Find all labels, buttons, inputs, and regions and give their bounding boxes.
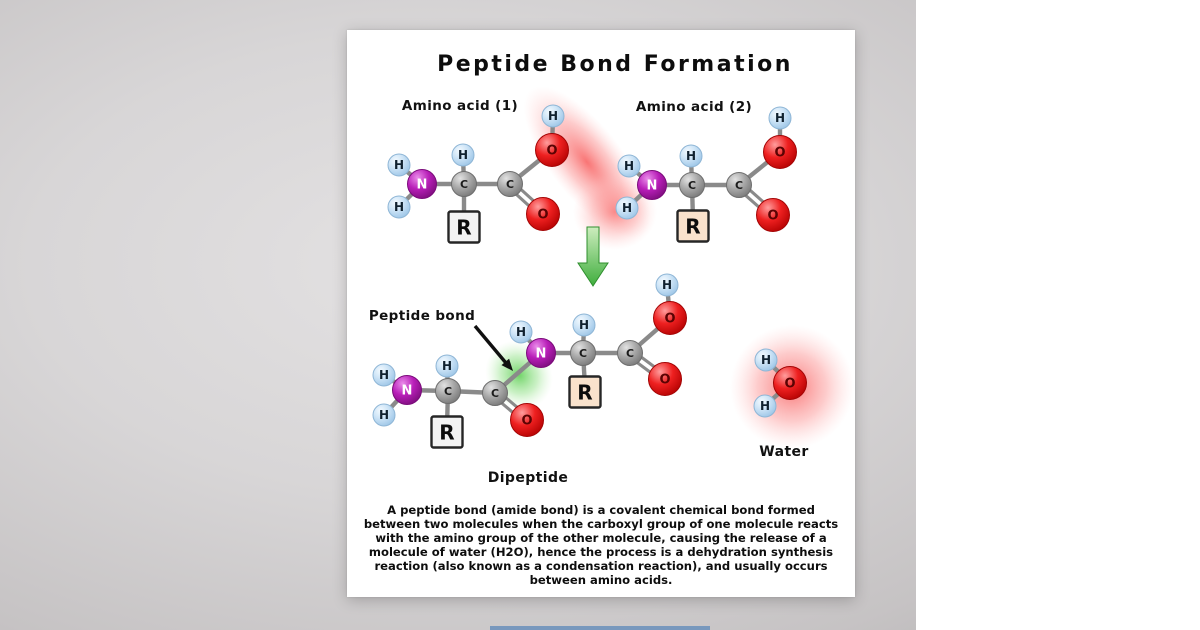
atom-letter-o: O [546, 143, 558, 159]
atom-letter-h: H [774, 111, 786, 126]
atom-letter-h: H [760, 353, 772, 368]
atom-letter-h: H [393, 158, 405, 173]
atom-letter-c: C [625, 347, 635, 360]
atom-letter-c: C [578, 347, 588, 360]
atom-letter-o: O [521, 413, 533, 429]
poster-title: Peptide Bond Formation [437, 52, 793, 77]
description-paragraph: A peptide bond (amide bond) is a covalent chemical bond formed between two molecules when the carboxyl group of one molecule reacts with the amino group of the other molecule, causing the release of a molecule of water (H2O), hence the process is a dehydration synthesis reaction (also known as a condensation reaction), and usually occurs between amino acids. [363, 503, 839, 587]
r-group-letter: R [685, 214, 701, 239]
bottom-blue-bar [490, 626, 710, 630]
amino-acid-2-label: Amino acid (2) [635, 99, 753, 115]
atom-letter-n: N [646, 178, 658, 194]
atom-letter-h: H [441, 359, 453, 374]
atom-letter-o: O [659, 372, 671, 388]
amino-acid-1-label: Amino acid (1) [401, 98, 519, 114]
atom-letter-h: H [515, 325, 527, 340]
r-group-letter: R [577, 380, 593, 405]
atom-letter-c: C [505, 178, 515, 191]
atom-letter-c: C [490, 387, 500, 400]
dipeptide-label: Dipeptide [487, 470, 569, 486]
atom-letter-o: O [664, 311, 676, 327]
atom-letter-o: O [767, 208, 779, 224]
atom-letter-c: C [443, 385, 453, 398]
atom-letter-n: N [535, 346, 547, 362]
atom-letter-h: H [759, 399, 771, 414]
water-label: Water [759, 444, 809, 460]
atom-letter-h: H [685, 149, 697, 164]
atom-letter-o: O [774, 145, 786, 161]
atom-letter-n: N [401, 383, 413, 399]
atom-letter-h: H [623, 159, 635, 174]
atom-letter-h: H [621, 201, 633, 216]
r-group-letter: R [456, 215, 472, 240]
peptide-bond-label: Peptide bond [368, 308, 476, 324]
atom-letter-h: H [661, 278, 673, 293]
atom-letter-o: O [537, 207, 549, 223]
atom-letter-c: C [734, 179, 744, 192]
atom-letter-h: H [547, 109, 559, 124]
atom-letter-h: H [378, 408, 390, 423]
atom-letter-c: C [687, 179, 697, 192]
atom-letter-c: C [459, 178, 469, 191]
r-group-letter: R [439, 420, 455, 445]
atom-letter-n: N [416, 177, 428, 193]
atom-letter-o: O [784, 376, 796, 392]
atom-letter-h: H [393, 200, 405, 215]
right-white-panel [916, 0, 1200, 630]
atom-letter-h: H [378, 368, 390, 383]
peptide-poster [347, 30, 855, 597]
atom-letter-h: H [578, 318, 590, 333]
atom-letter-h: H [457, 148, 469, 163]
